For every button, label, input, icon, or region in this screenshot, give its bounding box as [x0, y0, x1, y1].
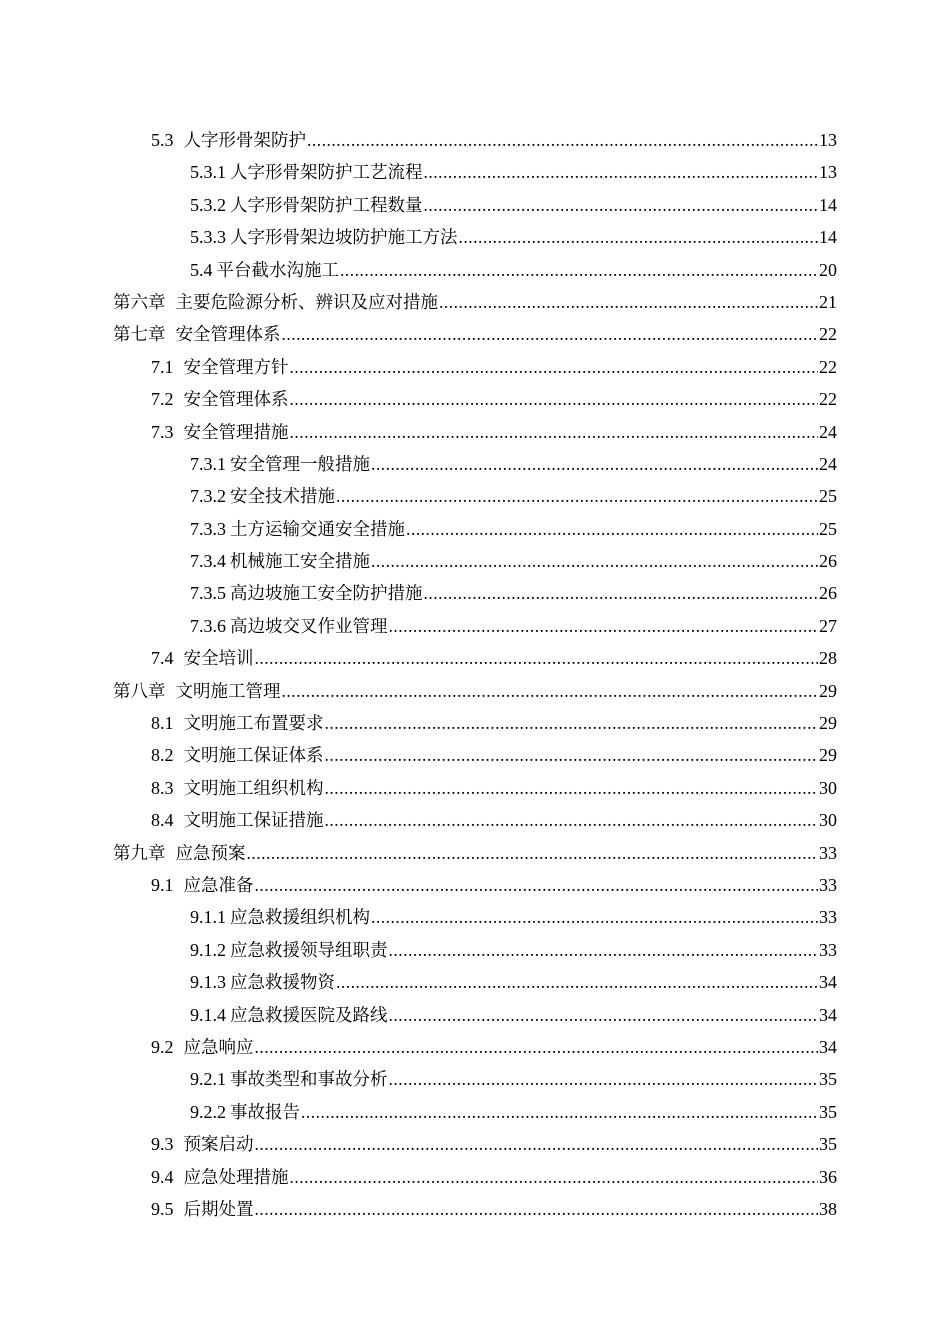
toc-entry-title: 应急救援物资	[230, 973, 335, 994]
toc-entry-line	[113, 837, 837, 870]
toc-entry[interactable]	[0, 1193, 950, 1225]
toc-entry-page-number: 38	[819, 1198, 837, 1219]
toc-entry-line	[190, 513, 837, 546]
toc-dot-leader	[336, 966, 818, 998]
toc-dot-leader	[371, 448, 818, 480]
toc-entry[interactable]	[0, 545, 950, 577]
toc-dot-leader	[325, 707, 819, 739]
toc-entry-title: 人字形骨架防护	[183, 131, 306, 151]
toc-entry-number: 9.2.1	[190, 1069, 226, 1090]
toc-entry-number: 7.3.6	[190, 615, 226, 636]
toc-entry-page-number: 22	[819, 324, 837, 345]
toc-entry-line	[190, 189, 837, 222]
toc-entry-page-number: 33	[819, 939, 837, 960]
toc-entry-line	[151, 739, 837, 772]
toc-entry-page-number: 22	[819, 356, 837, 377]
toc-entry-line	[151, 1031, 837, 1064]
toc-entry-number: 9.2	[151, 1036, 174, 1057]
toc-entry[interactable]	[0, 1096, 950, 1128]
toc-entry-title: 高边坡施工安全防护措施	[230, 584, 423, 605]
toc-entry-title: 文明施工组织机构	[183, 778, 324, 799]
toc-entry-title: 应急处理措施	[183, 1167, 289, 1188]
toc-entry-page-number: 29	[819, 680, 837, 701]
toc-entry[interactable]	[0, 804, 950, 836]
toc-dot-leader	[424, 156, 819, 188]
toc-entry-page-number: 13	[819, 162, 837, 183]
toc-entry-title: 高边坡交叉作业管理	[230, 616, 388, 637]
toc-dot-leader	[325, 804, 819, 836]
toc-entry-title: 预案启动	[183, 1135, 254, 1156]
toc-entry-page-number: 20	[819, 259, 837, 280]
toc-dot-leader	[290, 416, 819, 448]
toc-entry-title: 安全管理体系	[175, 325, 281, 346]
toc-entry[interactable]	[0, 642, 950, 674]
toc-entry-page-number: 25	[819, 518, 837, 539]
toc-entry[interactable]	[0, 999, 950, 1031]
toc-entry[interactable]	[0, 869, 950, 901]
toc-entry-page-number: 26	[819, 583, 837, 604]
toc-entry-title: 应急准备	[183, 875, 254, 896]
toc-dot-leader	[325, 772, 819, 804]
toc-entry-title: 文明施工保证措施	[183, 811, 324, 832]
toc-entry-number: 7.3.4	[190, 551, 226, 572]
toc-entry-number: 第七章	[113, 325, 166, 346]
toc-entry-page-number: 26	[819, 551, 837, 572]
toc-entry[interactable]	[0, 675, 950, 707]
toc-entry[interactable]	[0, 966, 950, 998]
toc-entry[interactable]	[0, 934, 950, 966]
toc-dot-leader	[255, 1193, 819, 1225]
toc-entry-number: 7.3.3	[190, 518, 226, 539]
toc-entry-title: 机械施工安全措施	[230, 552, 370, 573]
toc-entry[interactable]	[0, 318, 950, 350]
toc-entry-number: 7.2	[151, 389, 174, 410]
toc-entry[interactable]	[0, 286, 950, 318]
toc-dot-leader	[290, 1161, 819, 1193]
toc-entry-title: 文明施工管理	[175, 681, 281, 702]
toc-entry-page-number: 28	[819, 648, 837, 669]
toc-entry-title: 主要危险源分析、辨识及应对措施	[175, 292, 438, 313]
toc-entry-number: 9.3	[151, 1134, 174, 1155]
toc-entry[interactable]	[0, 739, 950, 771]
toc-entry-title: 土方运输交通安全措施	[230, 519, 405, 540]
toc-entry-title: 应急救援组织机构	[230, 908, 370, 929]
toc-entry[interactable]	[0, 416, 950, 448]
toc-dot-leader	[282, 675, 819, 707]
table-of-contents	[0, 124, 950, 1225]
toc-dot-leader	[336, 480, 818, 512]
toc-entry-page-number: 13	[819, 130, 837, 150]
toc-entry-title: 应急响应	[183, 1037, 254, 1058]
toc-dot-leader	[389, 610, 819, 642]
toc-entry-title: 平台截水沟施工	[216, 260, 339, 281]
toc-entry-number: 9.1.4	[190, 1004, 226, 1025]
toc-dot-leader	[424, 189, 819, 221]
toc-entry-title: 人字形骨架防护工艺流程	[230, 163, 423, 184]
toc-entry[interactable]	[0, 1128, 950, 1160]
toc-entry-number: 5.3.1	[190, 162, 226, 183]
toc-entry-page-number: 33	[819, 842, 837, 863]
toc-entry-line	[151, 804, 837, 837]
toc-entry-number: 9.2.2	[190, 1101, 226, 1122]
toc-entry[interactable]	[0, 1063, 950, 1095]
toc-entry-title: 文明施工布置要求	[183, 714, 324, 735]
toc-entry-title: 安全培训	[183, 649, 254, 670]
toc-entry-page-number: 33	[819, 874, 837, 895]
toc-entry-page-number: 29	[819, 745, 837, 766]
toc-entry-line	[190, 1096, 837, 1129]
toc-dot-leader	[247, 837, 819, 869]
toc-dot-leader	[282, 318, 819, 350]
toc-entry-line	[151, 1193, 837, 1226]
toc-entry-title: 应急救援领导组职责	[230, 940, 388, 961]
toc-entry-title: 应急预案	[175, 843, 246, 864]
toc-entry-page-number: 14	[819, 194, 837, 215]
toc-entry-line	[190, 966, 837, 999]
toc-entry[interactable]	[0, 448, 950, 480]
toc-dot-leader	[255, 1031, 819, 1063]
toc-dot-leader	[371, 545, 818, 577]
toc-entry-line	[151, 707, 837, 740]
toc-entry-page-number: 34	[819, 972, 837, 993]
toc-entry-page-number: 29	[819, 713, 837, 734]
toc-entry-number: 第九章	[113, 843, 166, 864]
toc-entry[interactable]	[0, 351, 950, 383]
toc-entry[interactable]	[0, 254, 950, 286]
toc-dot-leader	[406, 513, 818, 545]
toc-entry-line	[190, 999, 837, 1032]
toc-entry-line	[190, 156, 837, 189]
toc-dot-leader	[255, 642, 819, 674]
toc-entry-title: 人字形骨架边坡防护施工方法	[230, 228, 458, 249]
toc-entry-line	[151, 1128, 837, 1161]
toc-dot-leader	[290, 351, 819, 383]
toc-entry-number: 7.3.2	[190, 486, 226, 507]
toc-entry-title: 应急救援医院及路线	[230, 1005, 388, 1026]
toc-entry-title: 事故报告	[230, 1102, 300, 1123]
toc-entry-page-number: 22	[819, 389, 837, 410]
toc-entry[interactable]	[0, 901, 950, 933]
toc-entry-title: 文明施工保证体系	[183, 746, 324, 767]
toc-entry-line	[151, 416, 837, 449]
toc-entry-page-number: 35	[819, 1134, 837, 1155]
toc-entry-page-number: 21	[819, 291, 837, 312]
toc-dot-leader	[389, 1063, 819, 1095]
toc-entry-line	[151, 124, 837, 157]
toc-entry-line	[113, 286, 837, 319]
toc-dot-leader	[371, 901, 818, 933]
toc-entry-page-number: 25	[819, 486, 837, 507]
toc-entry-number: 第八章	[113, 681, 166, 702]
toc-entry[interactable]	[0, 221, 950, 253]
toc-entry-line	[151, 351, 837, 384]
toc-entry-line	[113, 318, 837, 351]
toc-entry-page-number: 36	[819, 1166, 837, 1187]
toc-entry-number: 9.5	[151, 1198, 174, 1219]
toc-entry-number: 5.4	[190, 259, 213, 280]
toc-entry[interactable]	[0, 1161, 950, 1193]
toc-entry-title: 安全技术措施	[230, 487, 335, 508]
toc-entry-line	[151, 642, 837, 675]
toc-entry-line	[151, 772, 837, 805]
toc-entry[interactable]	[0, 189, 950, 221]
toc-entry-line	[113, 675, 837, 708]
toc-entry-number: 8.4	[151, 810, 174, 831]
toc-entry-number: 9.1.1	[190, 907, 226, 928]
toc-entry-line	[190, 901, 837, 934]
toc-entry-title: 人字形骨架防护工程数量	[230, 195, 423, 216]
toc-entry[interactable]	[0, 837, 950, 869]
toc-entry[interactable]	[0, 156, 950, 188]
toc-dot-leader	[389, 934, 819, 966]
toc-entry-line	[190, 545, 837, 578]
toc-entry[interactable]	[0, 1031, 950, 1063]
toc-dot-leader	[307, 124, 818, 156]
toc-entry-title: 事故类型和事故分析	[230, 1070, 388, 1091]
toc-entry-line	[190, 221, 837, 254]
toc-entry[interactable]	[0, 383, 950, 415]
toc-entry-line	[190, 934, 837, 967]
toc-dot-leader	[424, 577, 819, 609]
toc-entry[interactable]	[0, 707, 950, 739]
toc-entry[interactable]	[0, 124, 950, 156]
toc-entry-page-number: 27	[819, 615, 837, 636]
toc-dot-leader	[459, 221, 819, 253]
toc-entry-number: 5.3.2	[190, 194, 226, 215]
toc-entry-page-number: 30	[819, 777, 837, 798]
toc-entry-title: 安全管理措施	[183, 422, 289, 443]
toc-entry-number: 7.1	[151, 356, 174, 377]
toc-entry-line	[190, 577, 837, 610]
toc-entry-number: 7.3.5	[190, 583, 226, 604]
toc-entry-title: 安全管理一般措施	[230, 454, 370, 475]
toc-dot-leader	[255, 1128, 819, 1160]
toc-entry-line	[190, 480, 837, 513]
toc-entry-page-number: 34	[819, 1036, 837, 1057]
toc-entry[interactable]	[0, 610, 950, 642]
toc-dot-leader	[255, 869, 819, 901]
toc-entry-line	[151, 383, 837, 416]
toc-dot-leader	[290, 383, 819, 415]
toc-entry-number: 8.2	[151, 745, 174, 766]
toc-entry-number: 8.1	[151, 713, 174, 734]
toc-entry[interactable]	[0, 513, 950, 545]
toc-entry[interactable]	[0, 772, 950, 804]
toc-entry-number: 9.4	[151, 1166, 174, 1187]
toc-entry-number: 9.1	[151, 874, 174, 895]
toc-entry-number: 7.3	[151, 421, 174, 442]
toc-entry-page-number: 33	[819, 907, 837, 928]
toc-dot-leader	[340, 254, 818, 286]
toc-entry-page-number: 14	[819, 227, 837, 248]
toc-entry-page-number: 35	[819, 1069, 837, 1090]
toc-entry-number: 5.3	[151, 130, 174, 150]
toc-entry[interactable]	[0, 577, 950, 609]
toc-entry-number: 7.3.1	[190, 453, 226, 474]
toc-entry-line	[151, 869, 837, 902]
toc-entry-page-number: 35	[819, 1101, 837, 1122]
toc-entry-line	[190, 610, 837, 643]
toc-entry[interactable]	[0, 480, 950, 512]
toc-entry-number: 9.1.2	[190, 939, 226, 960]
toc-entry-number: 第六章	[113, 292, 166, 313]
toc-entry-line	[151, 1161, 837, 1194]
toc-entry-title: 后期处置	[183, 1199, 254, 1220]
toc-entry-number: 7.4	[151, 648, 174, 669]
toc-entry-page-number: 30	[819, 810, 837, 831]
toc-entry-line	[190, 448, 837, 481]
toc-dot-leader	[439, 286, 818, 318]
toc-dot-leader	[389, 999, 819, 1031]
toc-entry-line	[190, 254, 837, 287]
toc-entry-page-number: 34	[819, 1004, 837, 1025]
toc-entry-page-number: 24	[819, 421, 837, 442]
toc-entry-number: 8.3	[151, 777, 174, 798]
toc-entry-number: 9.1.3	[190, 972, 226, 993]
toc-entry-title: 安全管理方针	[183, 357, 289, 378]
toc-dot-leader	[301, 1096, 818, 1128]
toc-dot-leader	[325, 739, 819, 771]
toc-entry-line	[190, 1063, 837, 1096]
toc-entry-title: 安全管理体系	[183, 390, 289, 411]
toc-entry-page-number: 24	[819, 453, 837, 474]
toc-entry-number: 5.3.3	[190, 227, 226, 248]
